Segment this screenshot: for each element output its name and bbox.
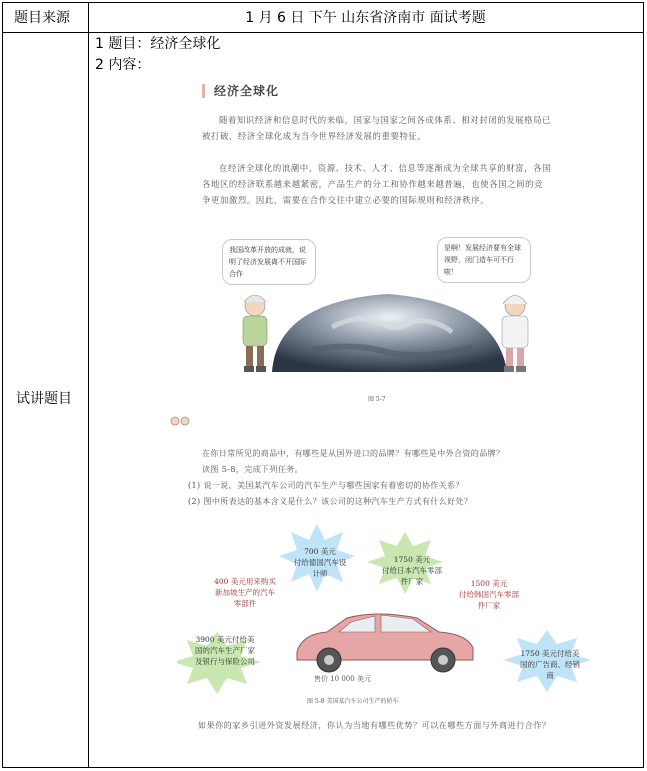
table-border-left bbox=[2, 2, 3, 768]
table-border-top bbox=[2, 2, 644, 3]
cost-400: 400 美元用来购买新加坡生产的汽车零部件 bbox=[214, 577, 276, 608]
activity-read: 读图 5-8，完成下列任务。 bbox=[202, 465, 304, 474]
cost-1500: 1500 美元 付给韩国汽车零部件厂家 bbox=[459, 579, 519, 610]
boy-figure bbox=[243, 295, 267, 372]
paragraph-1: 随着知识经济和信息时代的来临，国家与国家之间各成体系、相对封闭的发展格局已被打破，经济全球化成为当今世界经济发展的重要特征。 bbox=[202, 115, 552, 141]
car bbox=[297, 614, 473, 672]
earth-globe bbox=[272, 294, 507, 372]
activity-intro: 在你日常所见的商品中，有哪些是从国外进口的品牌？有哪些是中外合资的品牌？ bbox=[202, 449, 505, 458]
task-2: (2) 图中所表达的基本含义是什么？该公司的这种汽车生产方式有什么好处？ bbox=[188, 497, 473, 506]
girl-figure bbox=[502, 296, 528, 373]
textbook-excerpt bbox=[92, 74, 637, 764]
table-border-bottom bbox=[2, 767, 644, 768]
row-label: 试讲题目 bbox=[16, 391, 72, 407]
speech-bubble-left: 我国改革开放的成就，说明了经济发展离不开国际合作 bbox=[222, 239, 316, 285]
cost-1750-us: 1750 美元付给美国的广告商、经销商 bbox=[520, 649, 580, 680]
figure-5-7-caption: 图 5-7 bbox=[368, 396, 386, 403]
final-question: 如果你的家乡引进外资发展经济，你认为当地有哪些优势？可以在哪些方面与外商进行合作？ bbox=[198, 721, 551, 730]
content-line: 2 内容： bbox=[95, 57, 151, 73]
section-title: 经济全球化 bbox=[214, 84, 280, 98]
table-border-right bbox=[643, 2, 644, 768]
task-1: (1) 说一说，美国某汽车公司的汽车生产与哪些国家有着密切的协作关系？ bbox=[188, 481, 464, 490]
topic-line: 1 题目：经济全球化 bbox=[95, 36, 221, 52]
cost-1750-japan: 1750 美元 付给日本汽车零部件厂家 bbox=[382, 555, 442, 586]
table-column-divider bbox=[88, 2, 89, 768]
figure-5-8-caption: 图 5-8 美国某汽车公司生产的轿车 bbox=[307, 698, 399, 705]
activity-icon bbox=[170, 412, 192, 431]
cost-3900: 3900 美元付给美国的汽车生产厂家及银行与保险公司 bbox=[195, 635, 255, 666]
cost-700: 700 美元 付给德国汽车设计师 bbox=[293, 547, 347, 578]
table-row-divider bbox=[2, 32, 644, 33]
car-price: 售价 10 000 美元 bbox=[314, 675, 371, 683]
paragraph-2: 在经济全球化的浪潮中，资源、技术、人才、信息等逐渐成为全球共享的财富，各国各地区的经济联系越来越紧密，产品生产的分工和协作越来越普遍，也使各国之间的竞争更加激烈。因此，需要在合作交往中建立必要的国际规则和经济秩序。 bbox=[202, 163, 552, 205]
source-label: 题目来源 bbox=[14, 10, 70, 26]
source-value: 1 月 6 日 下午 山东省济南市 面试考题 bbox=[245, 10, 486, 26]
speech-bubble-right: 是啊！发展经济要有全球视野，闭门造车可不行啦！ bbox=[437, 237, 531, 283]
title-bar bbox=[202, 84, 205, 98]
